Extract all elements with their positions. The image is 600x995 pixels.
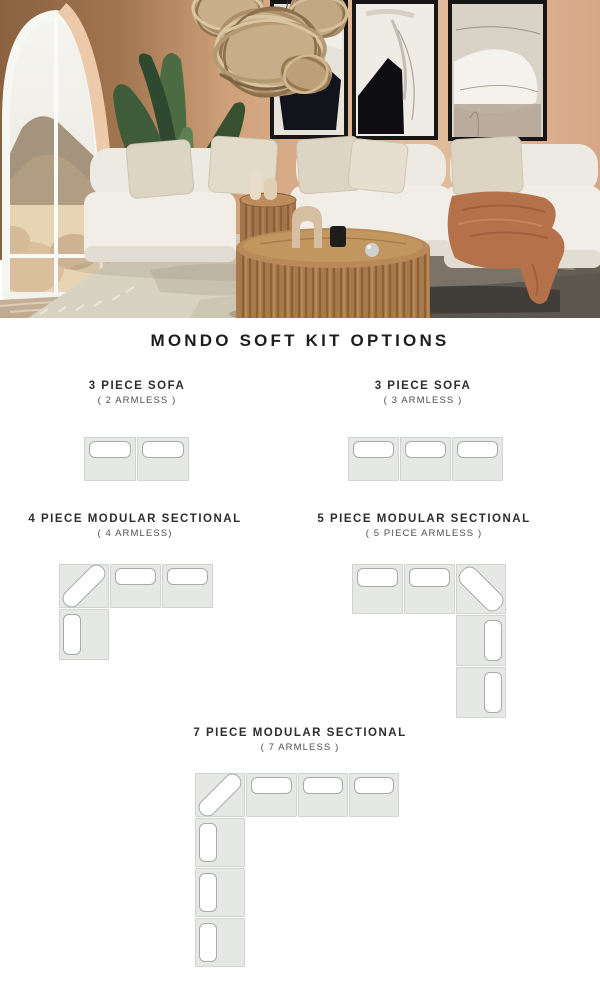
cushion-left bbox=[199, 923, 217, 962]
sofa-module bbox=[349, 773, 399, 817]
option-subtitle: ( 3 ARMLESS ) bbox=[383, 395, 463, 406]
cushion-left bbox=[199, 823, 217, 862]
option-subtitle: ( 2 ARMLESS ) bbox=[97, 395, 177, 406]
sofa-module bbox=[195, 818, 245, 867]
cushion-top bbox=[251, 777, 292, 794]
sofa-module bbox=[298, 773, 348, 817]
sofa-module bbox=[195, 918, 245, 967]
cushion-diag-ne bbox=[195, 770, 245, 820]
sofa-module bbox=[195, 868, 245, 917]
option-subtitle: ( 5 PIECE ARMLESS ) bbox=[365, 528, 483, 539]
option-title: 3 PIECE SOFA bbox=[374, 380, 472, 392]
cushion-top bbox=[354, 777, 394, 794]
option-title: 7 PIECE MODULAR SECTIONAL bbox=[193, 727, 407, 739]
sofa-module bbox=[195, 773, 245, 817]
cushion-top bbox=[303, 777, 343, 794]
cushion-left bbox=[199, 873, 217, 912]
option-title: 3 PIECE SOFA bbox=[88, 380, 186, 392]
page-title: MONDO SOFT KIT OPTIONS bbox=[150, 331, 450, 350]
option-title: 5 PIECE MODULAR SECTIONAL bbox=[317, 513, 531, 525]
option-title: 4 PIECE MODULAR SECTIONAL bbox=[28, 513, 242, 525]
option-subtitle: ( 4 ARMLESS) bbox=[97, 528, 173, 539]
sofa-module bbox=[246, 773, 297, 817]
option-subtitle: ( 7 ARMLESS ) bbox=[260, 742, 340, 753]
